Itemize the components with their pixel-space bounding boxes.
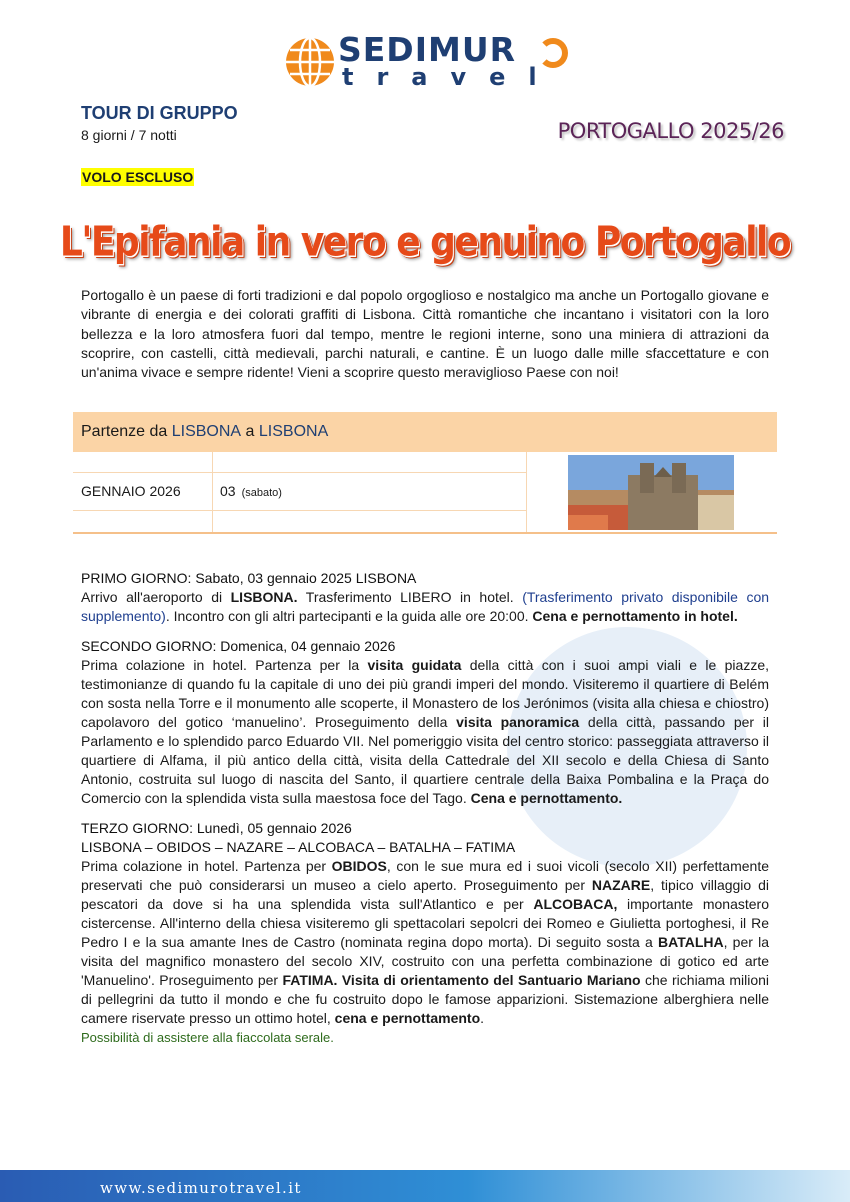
departure-from: LISBONA bbox=[171, 423, 242, 440]
day1-text: Arrivo all'aeroporto di LISBONA. Trasferimento LIBERO in hotel. (Trasferimento privato disponibile con supplemento). Incontro con gli altri partecipanti e la guida alle ore 20:00. Cena e pernottamento in hotel. bbox=[81, 589, 770, 624]
logo bbox=[284, 30, 584, 92]
page-headline: L'Epifania in vero e genuino Portogallo bbox=[59, 218, 791, 267]
intro-paragraph: Portogallo è un paese di forti tradizioni e dal popolo orgoglioso e nostalgico ma anche un Portogallo giovane e vibrante di energia e dei colorati graffiti di Lisbona. Città romantiche che incantano i visitatori con la loro bellezza e la loro atmosfera fuori dal tempo, mentre le regioni interne, sono una miniera di attrazioni da scoprire, con castelli, città medievali, parchi naturali, e cantine. È un luogo dalle mille sfaccettature e con un'anima vivace e sempre ridente! Vieni a scoprire questo meraviglioso Paese con noi! bbox=[81, 287, 769, 381]
departures-label: Partenze da bbox=[81, 423, 168, 440]
footer-website-link[interactable]: www.sedimurotravel.it bbox=[100, 1179, 302, 1197]
flight-note: VOLO ESCLUSO bbox=[82, 169, 194, 185]
departure-weekday: (sabato) bbox=[241, 487, 282, 499]
day3-title: TERZO GIORNO: Lunedì, 05 gennaio 2026 bbox=[81, 820, 352, 836]
day3-route: LISBONA – OBIDOS – NAZARE – ALCOBACA – BATALHA – FATIMA bbox=[81, 839, 516, 855]
departure-day: 03 (sabato) bbox=[220, 483, 282, 499]
tour-type: TOUR DI GRUPPO bbox=[81, 103, 238, 123]
logo-wordmark: SEDIMUR bbox=[338, 30, 517, 69]
departures-header bbox=[73, 412, 777, 452]
itinerary bbox=[81, 569, 769, 1047]
day1-transfer-note: (Trasferimento privato disponibile con supplemento) bbox=[81, 589, 770, 624]
day3-text: Prima colazione in hotel. Partenza per OBIDOS, con le sue mura ed i suoi vicoli (secolo XII) perfettamente preservati che può considerarsi un museo a cielo aperto. Proseguimento per NAZARE, tipico villaggio di pescatori da dove si ha una splendida vista sull'Atlantico e per ALCOBACA, importante monastero cistercense. All'interno della chiesa visiteremo gli spettacolari sepolcri dei Romeo e Giulietta portoghesi, il Re Pedro I e la sua amante Ines de Castro (nominata regina dopo morta). Di seguito sosta a BATALHA, per la visita del magnifico monastero del secolo XIV, costruito con una perfetta combinazione di gotico ed arte 'Manuelino'. Proseguimento per FATIMA. Visita di orientamento del Santuario Mariano che richiama milioni di pellegrini da tutto il mondo e che fu costruito dopo le famose apparizioni. Sistemazione alberghiera nelle camere riservate presso un ottimo hotel, cena e pernottamento. bbox=[81, 858, 770, 1026]
day3-note: Possibilità di assistere alla fiaccolata serale. bbox=[81, 1030, 334, 1045]
day1-title: PRIMO GIORNO: Sabato, 03 gennaio 2025 LISBONA bbox=[81, 570, 417, 586]
church-image bbox=[568, 455, 734, 530]
day2-title: SECONDO GIORNO: Domenica, 04 gennaio 2026 bbox=[81, 638, 396, 654]
departure-to: LISBONA bbox=[258, 423, 329, 440]
globe-icon bbox=[284, 36, 336, 88]
day2-text: Prima colazione in hotel. Partenza per la visita guidata della città con i suoi ampi viali e le piazze, testimonianze di quando fu la capitale di uno dei più grandi imperi del mondo. Visiteremo il quartiere di Belém con sosta nella Torre e il monumento alle scoperte, il Monastero de los Jerónimos (visita alla chiesa e chiostro) capolavoro del gotico ‘manuelino’. Proseguimento della visita panoramica della città, passando per il Parlamento e lo splendido parco Eduardo VII. Nel pomeriggio visita del centro storico: passeggiata attraverso il quartiere di Alfama, il più antico della città, visita della Cattedrale del XII secolo e della Chiesa di Santo Antonio, costruita sul luogo di nascita del Santo, il quartiere centrale della Baixa Pombalina e la Praça do Comercio con la splendida vista sulla maestosa foce del Tago. Cena e pernottamento. bbox=[81, 657, 770, 806]
country-title: PORTOGALLO 2025/26 bbox=[557, 119, 784, 143]
departure-month: GENNAIO 2026 bbox=[81, 483, 181, 499]
departures-connector: a bbox=[245, 423, 255, 440]
tour-duration: 8 giorni / 7 notti bbox=[81, 127, 177, 143]
city-photo bbox=[568, 455, 734, 530]
logo-subtitle: travel bbox=[342, 63, 560, 91]
